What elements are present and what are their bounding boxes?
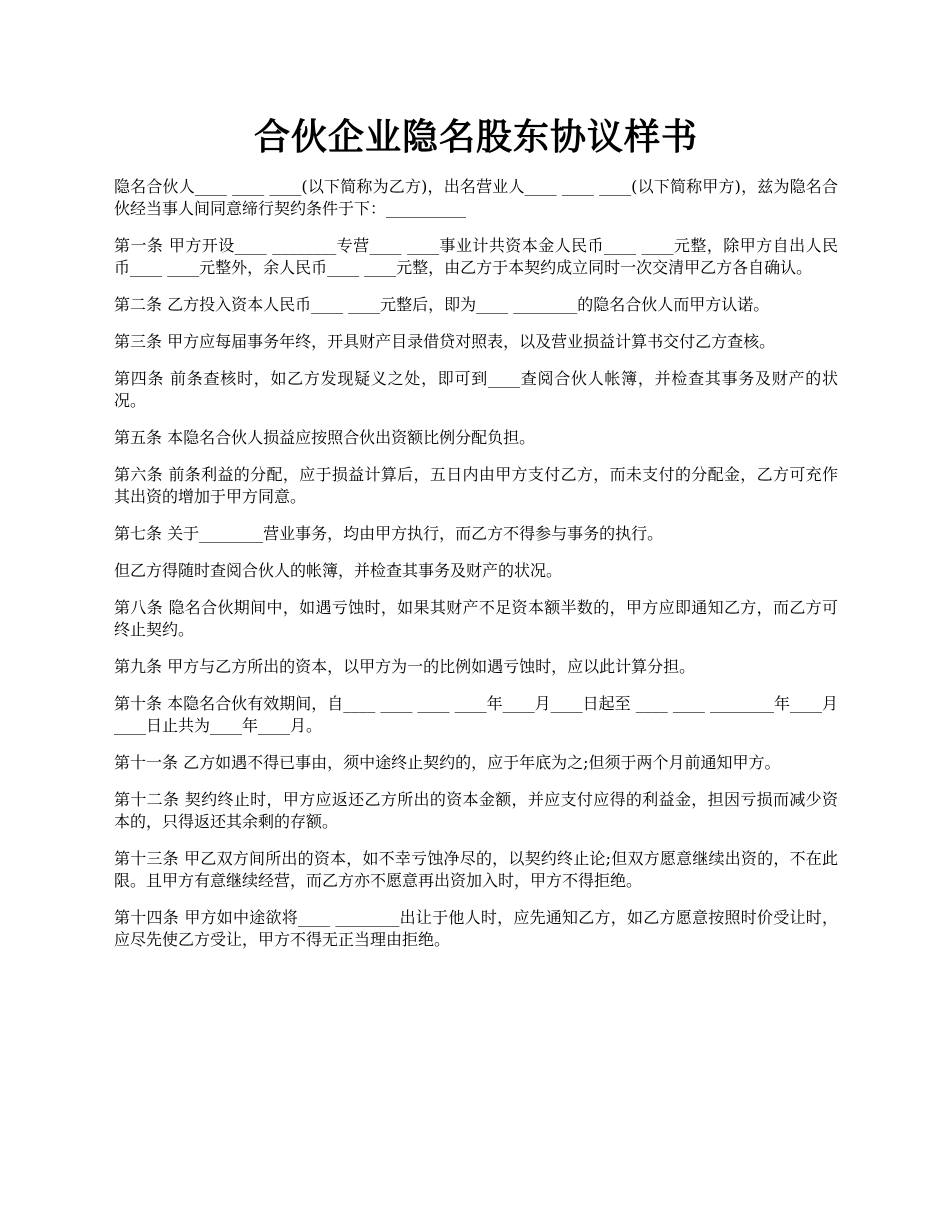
paragraph-article-9: 第九条 甲方与乙方所出的资本，以甲方为一的比例如遇亏蚀时，应以此计算分担。 — [114, 657, 696, 676]
paragraph-article-4: 第四条 前条查核时，如乙方发现疑义之处，即可到____查阅合伙人帐簿，并检查其事务及财产的状况。 — [114, 369, 838, 410]
paragraph-intro: 隐名合伙人____ ____ ____(以下简称为乙方)，出名营业人____ ____ ____(以下简称甲方)，兹为隐名合伙经当事人间同意缔行契约条件于下：__________ — [114, 177, 838, 218]
paragraph-article-6: 第六条 前条利益的分配，应于损益计算后，五日内由甲方支付乙方，而未支付的分配金，乙方可充作其出资的增加于甲方同意。 — [114, 465, 838, 506]
paragraph-article-10: 第十条 本隐名合伙有效期间，自____ ____ ____ ____年____月____日起至 ____ ____ ________年____月____日止共为____年____月。 — [114, 694, 838, 735]
paragraph-article-11: 第十一条 乙方如遇不得已事由，须中途终止契约的，应于年底为之;但须于两个月前通知甲方。 — [114, 753, 781, 772]
paragraph-article-5: 第五条 本隐名合伙人损益应按照合伙出资额比例分配负担。 — [114, 428, 536, 447]
paragraph-article-7: 第七条 关于________营业事务，均由甲方执行，而乙方不得参与事务的执行。 — [114, 524, 664, 543]
paragraph-article-12: 第十二条 契约终止时，甲方应返还乙方所出的资本金额，并应支付应得的利益金，担因亏损而减少资本的，只得返还其余剩的存额。 — [114, 790, 838, 831]
paragraph-article-2: 第二条 乙方投入资本人民币____ ____元整后，即为____ ________的隐名合伙人而甲方认诺。 — [114, 295, 770, 314]
paragraph-article-3: 第三条 甲方应每届事务年终，开具财产目录借贷对照表，以及营业损益计算书交付乙方查核。 — [114, 332, 776, 351]
paragraph-article-8: 第八条 隐名合伙期间中，如遇亏蚀时，如果其财产不足资本额半数的，甲方应即通知乙方，而乙方可终止契约。 — [114, 598, 838, 639]
document-body — [114, 176, 838, 951]
paragraph-article-13: 第十三条 甲乙双方间所出的资本，如不幸亏蚀净尽的，以契约终止论;但双方愿意继续出资的，不在此限。且甲方有意继续经营，而乙方亦不愿意再出资加入时，甲方不得拒绝。 — [114, 849, 838, 890]
document-title: 合伙企业隐名股东协议样书 — [253, 116, 698, 158]
paragraph-article-7-note: 但乙方得随时查阅合伙人的帐簿，并检查其事务及财产的状况。 — [114, 561, 563, 580]
paragraph-article-14: 第十四条 甲方如中途欲将____ ________出让于他人时，应先通知乙方，如乙方愿意按照时价受让时，应尽先使乙方受让，甲方不得无正当理由拒绝。 — [114, 908, 838, 949]
paragraph-article-1: 第一条 甲方开设____ ________专营____ ____事业计共资本金人民币____ ____元整，除甲方自出人民币____ ____元整外，余人民币____ ____元整，由乙方于本契约成立同时一次交清甲乙方各自确认。 — [114, 236, 838, 277]
